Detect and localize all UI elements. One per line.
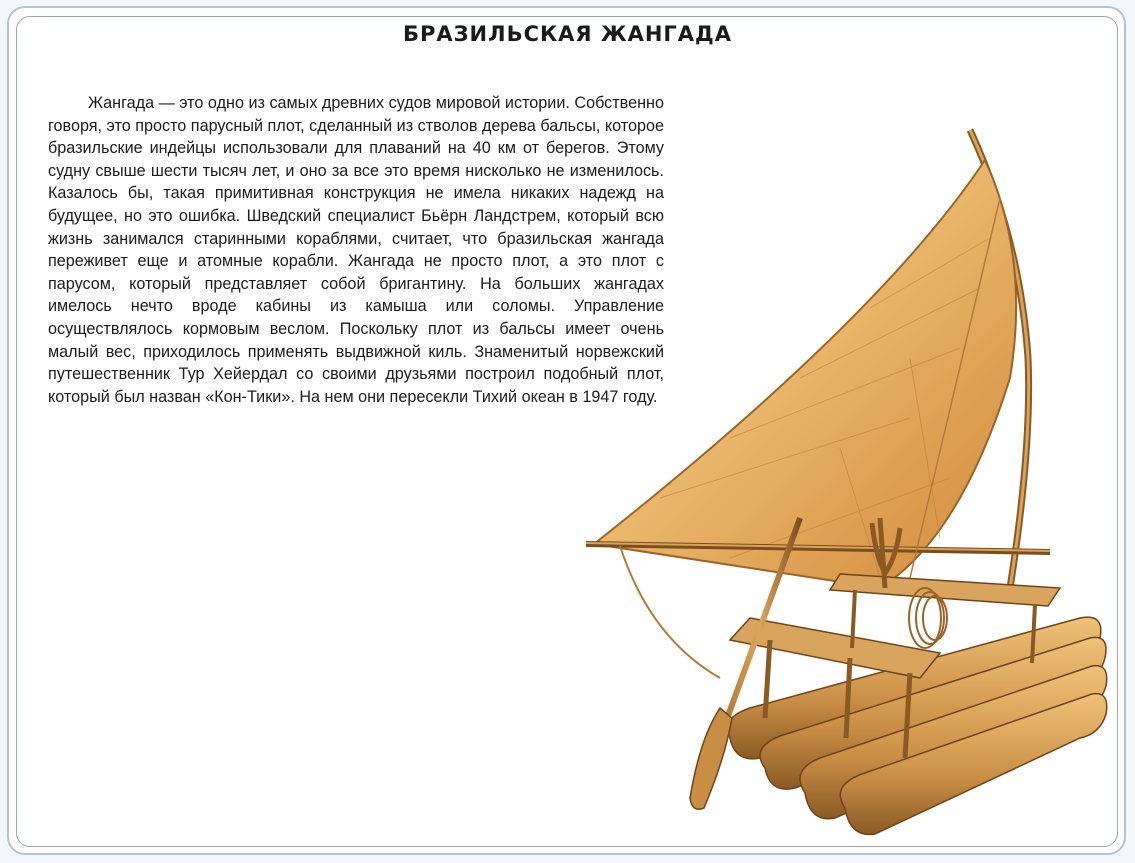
sail — [594, 160, 1016, 588]
page-title: БРАЗИЛЬСКАЯ ЖАНГАДА — [402, 22, 733, 46]
body-paragraph: Жангада — это одно из самых древних судов мировой истории. Собственно говоря, это просто парусный плот, сделанный из стволов дерева бальсы, которое бразильские индейцы использовали для плаваний на 40 км от берегов. Этому судну свыше шести тысяч лет, и оно за все это время нисколько не изменилось. Казалось бы, такая примитивная конструкция не имела никаких надежд на будущее, но это ошибка. Шведский специалист Бьёрн Ландстрем, который всю жизнь занимался старинными кораблями, считает, что бразильская жангада переживет еще и атомные корабли. Жангада не просто плот, а это плот с парусом, который представляет собой бригантину. На больших жангадах имелось нечто вроде кабины из камыша или соломы. Управление осуществлялось кормовым веслом. Поскольку плот из бальсы имеет очень малый вес, приходилось применять выдвижной киль. Знаменитый норвежский путешественник Тур Хейердал со своими друзьями построил подобный плот, который был назван «Кон-Тики». На нем они пересекли Тихий океан в 1947 году. — [48, 94, 664, 406]
jangada-raft-illustration — [580, 118, 1110, 843]
